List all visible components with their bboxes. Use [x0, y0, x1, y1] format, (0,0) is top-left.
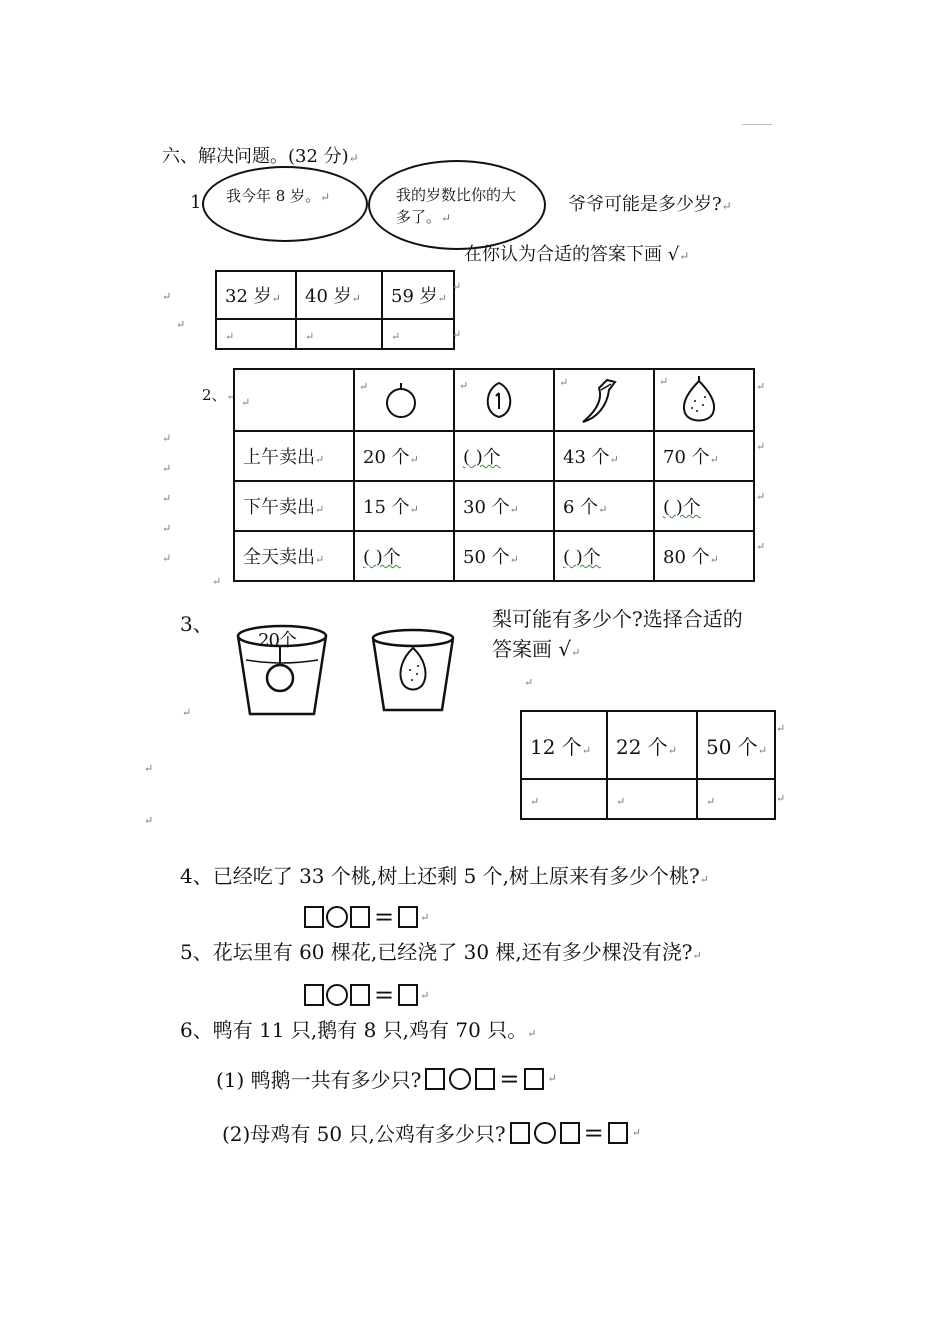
- banana-icon: [577, 376, 617, 424]
- equals-sign: =: [499, 1064, 520, 1093]
- q2-cell-value: 30 个: [463, 497, 510, 518]
- q2-row-label: 上午卖出↵: [234, 431, 354, 481]
- operator-circle[interactable]: [449, 1068, 471, 1090]
- header-rule: [742, 124, 772, 125]
- q6-sub2-text: (2)母鸡有 50 只,公鸡有多少只?: [222, 1122, 506, 1146]
- q1-question-text: 爷爷可能是多少岁?: [568, 194, 722, 215]
- q3-option-cell[interactable]: 22 个↵: [607, 711, 697, 779]
- return-mark: ↵: [452, 280, 462, 293]
- q2-row-label: 全天卖出↵: [234, 531, 354, 581]
- operator-circle[interactable]: [326, 906, 348, 928]
- answer-box[interactable]: [510, 1122, 530, 1144]
- q1-question: 爷爷可能是多少岁?↵: [568, 194, 732, 215]
- q2-row-label-text: 全天卖出: [243, 547, 315, 568]
- q2-cell-value: 50 个: [463, 547, 510, 568]
- return-mark: ↵: [756, 380, 766, 393]
- return-mark: ↵: [162, 462, 172, 475]
- q3-answer-table: [520, 710, 776, 820]
- q2-header-apple: ↵: [354, 369, 454, 431]
- equals-sign: =: [583, 1118, 604, 1147]
- q2-cell-value: 20 个: [363, 447, 410, 468]
- operator-circle[interactable]: [534, 1122, 556, 1144]
- pear-icon: [677, 375, 721, 425]
- q3-answer-cell[interactable]: ↵: [521, 779, 607, 819]
- return-mark: ↵: [144, 762, 154, 775]
- q2-cell: 80 个↵: [654, 531, 754, 581]
- equals-sign: =: [374, 903, 395, 931]
- q1-option-cell[interactable]: 40 岁↵: [296, 271, 382, 319]
- q1-option-label: 32 岁: [225, 286, 272, 307]
- q2-number-text: 2、: [202, 386, 227, 404]
- q2-blank-value: ( )个: [463, 447, 501, 468]
- q3-question-line1: 梨可能有多少个?选择合适的: [492, 607, 743, 631]
- q2-cell-value: 70 个: [663, 447, 710, 468]
- q2-blank-value: ( )个: [563, 547, 601, 568]
- q5-equation: = ↵: [304, 984, 429, 1006]
- bucket-with-pears-icon: [368, 626, 458, 716]
- q3-option-cell[interactable]: 50 个↵: [697, 711, 775, 779]
- q2-cell: 15 个↵: [354, 481, 454, 531]
- q2-blank-cell[interactable]: [454, 431, 554, 481]
- q3-answer-cell[interactable]: ↵: [697, 779, 775, 819]
- q6-question: 6、鸭有 11 只,鹅有 8 只,鸡有 70 只。↵: [180, 1018, 537, 1042]
- return-mark: ↵: [524, 676, 534, 689]
- bubble-grandpa-line2: 多了。: [396, 208, 442, 226]
- return-mark: ↵: [776, 722, 786, 735]
- operator-circle[interactable]: [326, 984, 348, 1006]
- return-mark: ↵: [776, 792, 786, 805]
- q3-option-label: 12 个: [530, 734, 582, 759]
- q2-header-empty: ↵: [234, 369, 354, 431]
- q5-question: 5、花坛里有 60 棵花,已经浇了 30 棵,还有多少棵没有浇?↵: [180, 940, 702, 964]
- q1-answer-cell[interactable]: ↵: [296, 319, 382, 349]
- answer-box[interactable]: [398, 984, 418, 1006]
- answer-box[interactable]: [425, 1068, 445, 1090]
- q1-instruction-text: 在你认为合适的答案下画 √: [464, 244, 680, 265]
- q2-cell: 70 个↵: [654, 431, 754, 481]
- answer-box[interactable]: [350, 984, 370, 1006]
- bucket-label: 20个: [258, 630, 296, 651]
- return-mark: ↵: [176, 318, 186, 331]
- answer-box[interactable]: [350, 906, 370, 928]
- q2-cell: 30 个↵: [454, 481, 554, 531]
- answer-box[interactable]: [398, 906, 418, 928]
- q4-equation: = ↵: [304, 906, 429, 928]
- return-mark: ↵: [162, 290, 172, 303]
- return-mark: ↵: [756, 440, 766, 453]
- return-mark: ↵: [182, 706, 192, 719]
- answer-box[interactable]: [524, 1068, 544, 1090]
- q1-option-label: 40 岁: [305, 286, 352, 307]
- equals-sign: =: [374, 981, 395, 1009]
- q4-question-text: 4、已经吃了 33 个桃,树上还剩 5 个,树上原来有多少个桃?: [180, 864, 700, 888]
- q1-option-cell[interactable]: 59 岁↵: [382, 271, 454, 319]
- q3-option-label: 22 个: [616, 734, 668, 759]
- bubble-child-label: 我今年 8 岁。: [226, 187, 321, 205]
- answer-box[interactable]: [475, 1068, 495, 1090]
- q1-number: 1: [190, 192, 202, 213]
- q2-blank-cell[interactable]: [554, 531, 654, 581]
- q5-question-text: 5、花坛里有 60 棵花,已经浇了 30 棵,还有多少棵没有浇?: [180, 940, 693, 964]
- q2-sales-table: [233, 368, 755, 582]
- return-mark: ↵: [162, 552, 172, 565]
- q2-cell-value: 43 个: [563, 447, 610, 468]
- apple-icon: [381, 380, 421, 420]
- answer-box[interactable]: [304, 906, 324, 928]
- q2-cell: 50 个↵: [454, 531, 554, 581]
- q3-option-cell[interactable]: 12 个↵: [521, 711, 607, 779]
- section-title: [162, 142, 359, 168]
- q3-question-line2: 答案画 √: [492, 637, 572, 661]
- q2-header-peach: ↵: [454, 369, 554, 431]
- q2-blank-value: ( )个: [363, 547, 401, 568]
- q1-answer-cell[interactable]: ↵: [216, 319, 296, 349]
- return-mark: ↵: [162, 492, 172, 505]
- q3-question: 梨可能有多少个?选择合适的 答案画 √↵: [492, 607, 743, 661]
- return-mark: ↵: [162, 432, 172, 445]
- q2-row-label-text: 上午卖出: [243, 447, 315, 468]
- q6-sub1-text: (1) 鸭鹅一共有多少只?: [216, 1068, 422, 1092]
- q2-cell: 43 个↵: [554, 431, 654, 481]
- return-mark: ↵: [756, 540, 766, 553]
- return-mark: ↵: [212, 575, 222, 588]
- answer-box[interactable]: [560, 1122, 580, 1144]
- bubble-child-text: 我今年 8 岁。↵: [226, 187, 331, 205]
- q1-answer-cell[interactable]: ↵: [382, 319, 454, 349]
- q3-number: 3、: [180, 612, 213, 636]
- q2-blank-cell[interactable]: [654, 481, 754, 531]
- q4-question: 4、已经吃了 33 个桃,树上还剩 5 个,树上原来有多少个桃?↵: [180, 864, 709, 888]
- bubble-grandpa-text: 我的岁数比你的大 多了。↵: [396, 186, 517, 226]
- return-mark: ↵: [756, 490, 766, 503]
- q2-row-label: 下午卖出↵: [234, 481, 354, 531]
- return-mark: ↵: [452, 328, 462, 341]
- answer-box[interactable]: [608, 1122, 628, 1144]
- q1-answer-table: [215, 270, 455, 350]
- q6-sub1: (1) 鸭鹅一共有多少只? = ↵: [216, 1064, 557, 1093]
- q2-cell-value: 80 个: [663, 547, 710, 568]
- q2-number: 2、↵: [202, 386, 236, 404]
- bubble-grandpa-line1: 我的岁数比你的大: [396, 186, 517, 204]
- section-title-text: 六、解决问题。(32 分): [162, 146, 349, 167]
- peach-icon: [479, 379, 519, 421]
- q6-sub2: (2)母鸡有 50 只,公鸡有多少只? = ↵: [222, 1118, 641, 1147]
- answer-box[interactable]: [304, 984, 324, 1006]
- q3-option-label: 50 个: [706, 734, 758, 759]
- q1-option-cell[interactable]: 32 岁↵: [216, 271, 296, 319]
- q2-cell: 20 个↵: [354, 431, 454, 481]
- q2-blank-cell[interactable]: [354, 531, 454, 581]
- q3-answer-cell[interactable]: ↵: [607, 779, 697, 819]
- q2-header-banana: ↵: [554, 369, 654, 431]
- q6-question-text: 6、鸭有 11 只,鹅有 8 只,鸡有 70 只。: [180, 1018, 528, 1042]
- q2-cell: 6 个↵: [554, 481, 654, 531]
- q2-cell-value: 15 个: [363, 497, 410, 518]
- paragraph-mark: ↵: [348, 151, 359, 165]
- return-mark: ↵: [144, 814, 154, 827]
- q2-header-pear: ↵: [654, 369, 754, 431]
- return-mark: ↵: [162, 522, 172, 535]
- q2-cell-value: 6 个: [563, 497, 599, 518]
- q1-instruction: 在你认为合适的答案下画 √↵: [464, 244, 690, 265]
- q2-blank-value: ( )个: [663, 497, 701, 518]
- q1-option-label: 59 岁: [391, 286, 438, 307]
- q2-row-label-text: 下午卖出: [243, 497, 315, 518]
